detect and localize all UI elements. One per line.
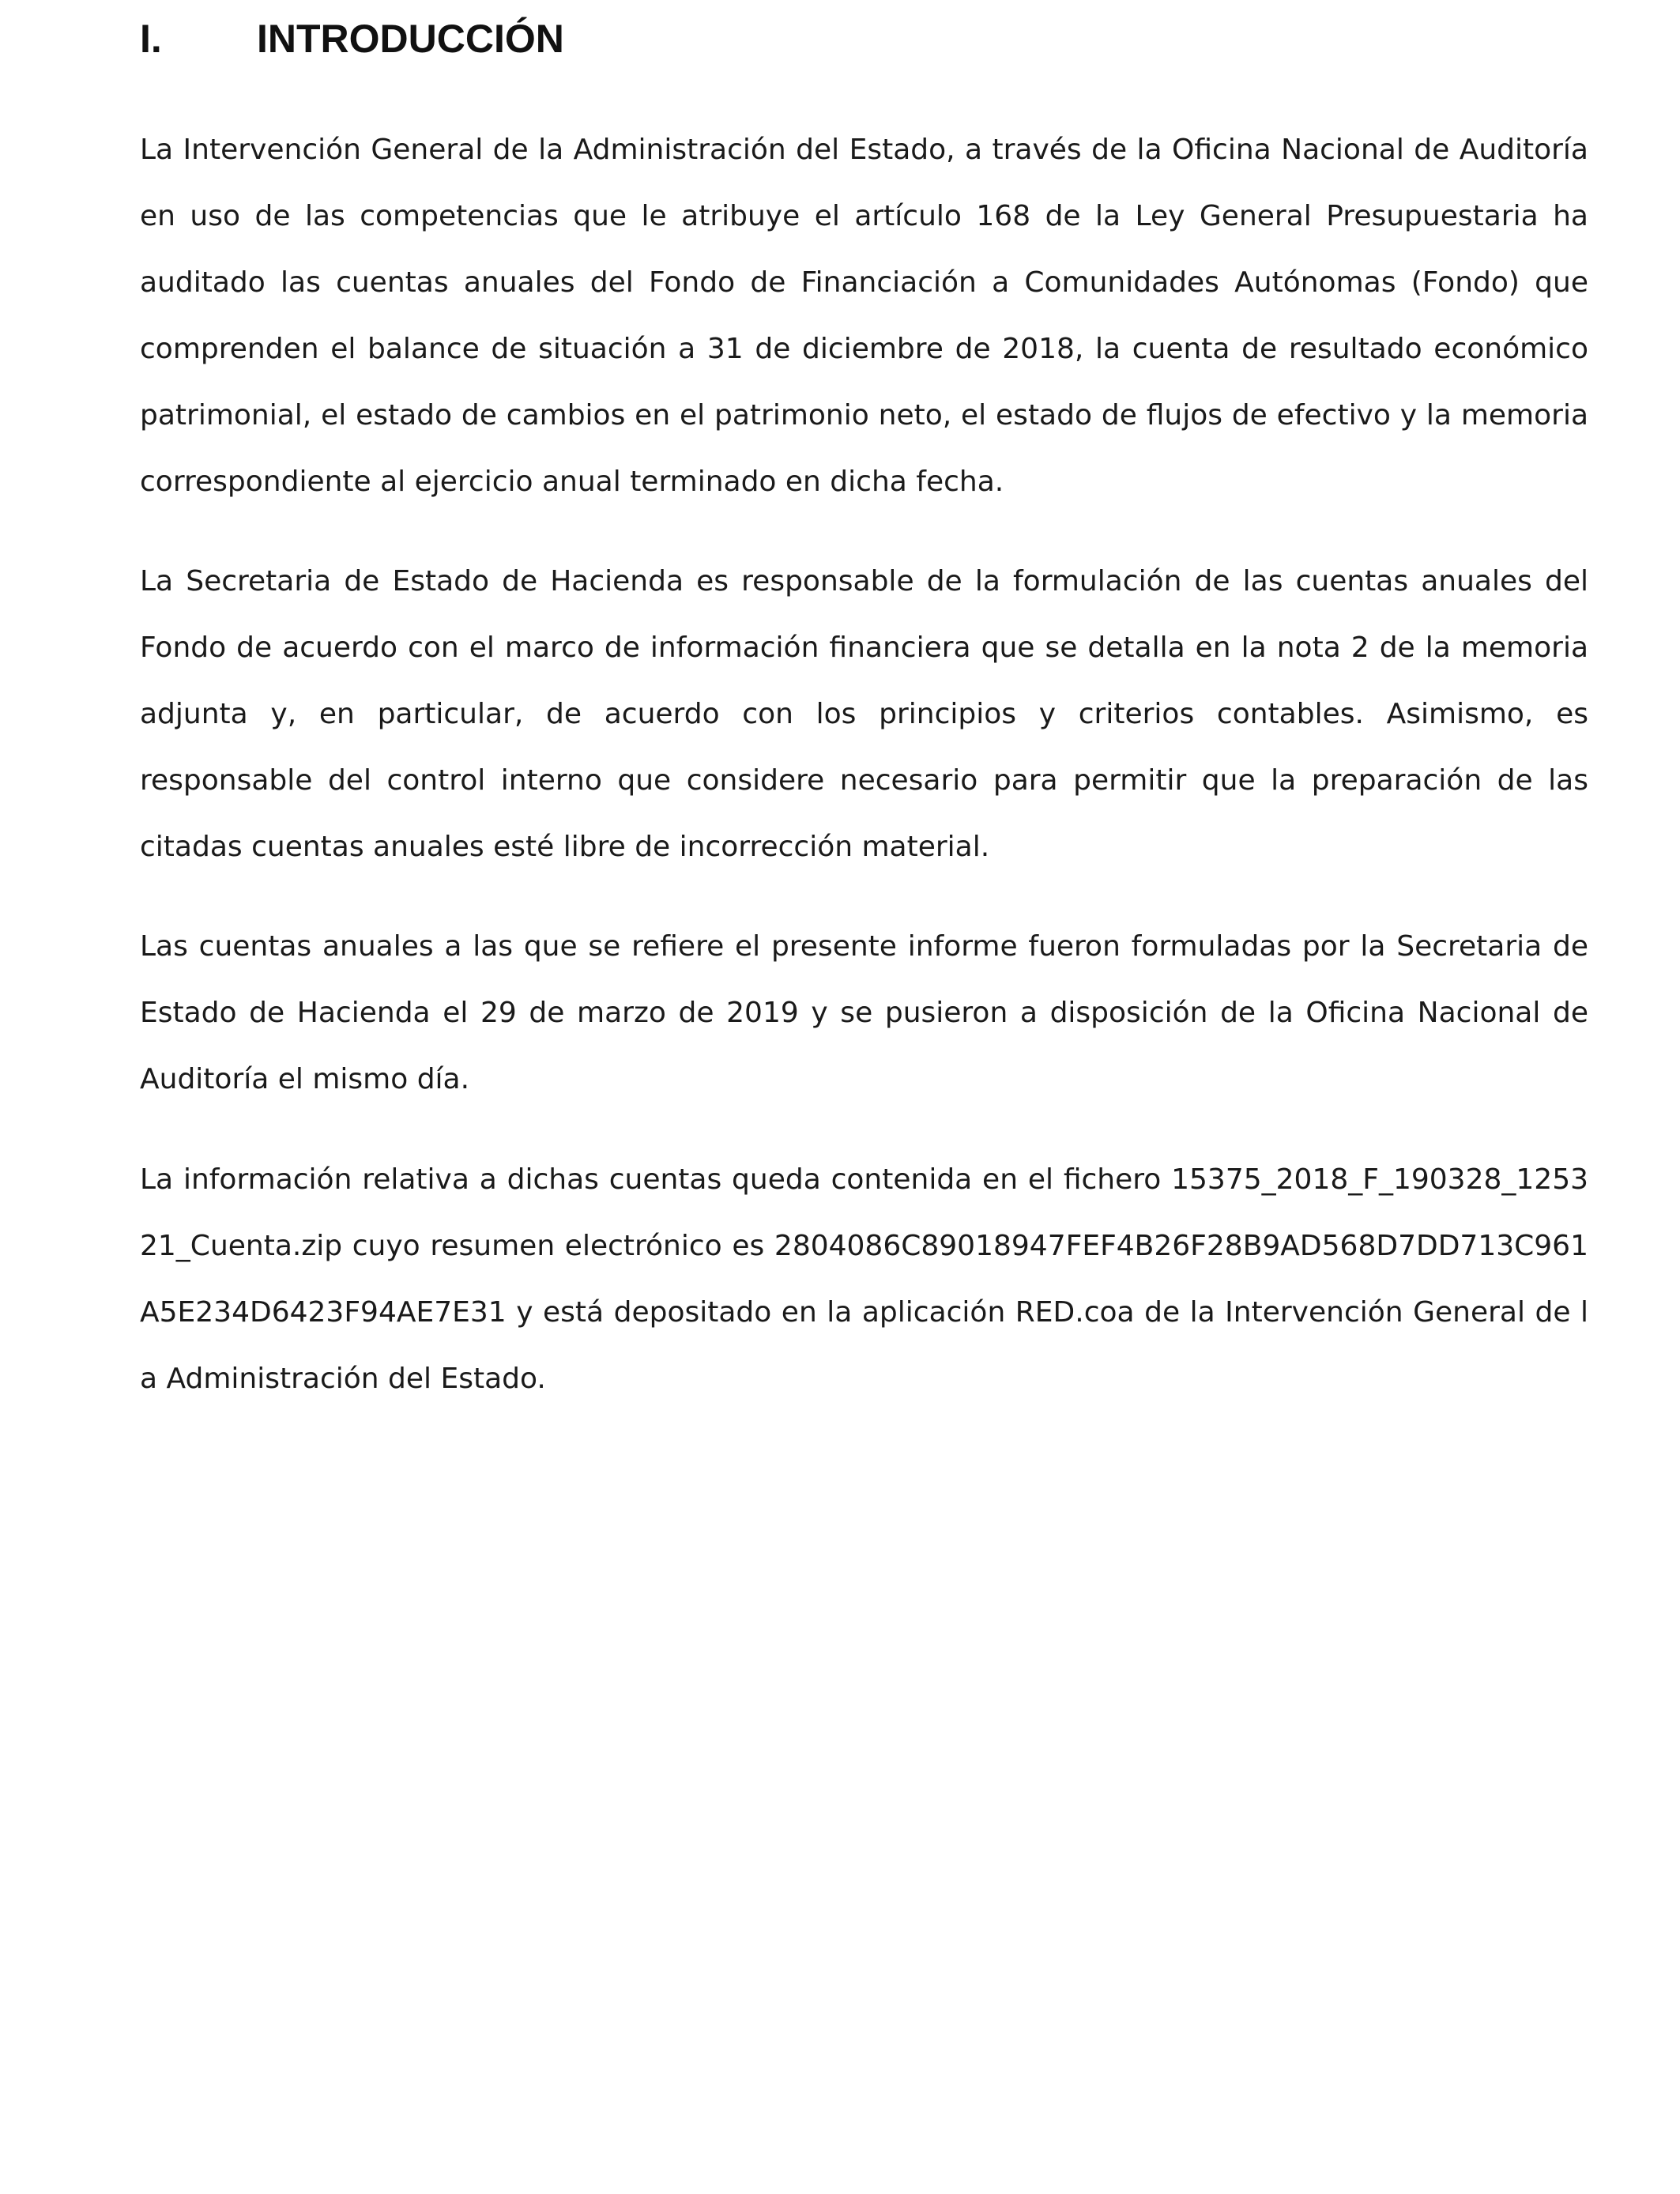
paragraph-responsibility: La Secretaria de Estado de Hacienda es responsable de la formulación de las cuentas anuales del Fondo de acuerdo con el marco de información financiera que se detalla en la nota 2 de la memoria adjunta y, en particular, de acuerdo con los principios y criterios contables. Asimismo, es responsable del control interno que considere necesario para permitir que la preparación de las citadas cuentas anuales esté libre de incorrección material. — [140, 565, 1588, 863]
section-number: I. — [140, 17, 162, 61]
paragraph-formulation-date: Las cuentas anuales a las que se refiere el presente informe fueron formuladas por la Secretaria de Estado de Hacienda el 29 de marzo de 2019 y se pusieron a disposición de la Oficina Nacional de Auditoría el mismo día. — [140, 930, 1588, 1095]
section-title: INTRODUCCIÓN — [257, 17, 564, 61]
paragraph-file-information: La información relativa a dichas cuentas queda contenida en el fichero 15375_2018_F_190328_125321_Cuenta.zip cuyo resumen electrónico es 2804086C89018947FEF4B26F28B9AD568D7DD713C961A5E234D6423F94AE7E31 y está depositado en la aplicación RED.coa de la Intervención General de la Administración del Estado. — [140, 1163, 1588, 1395]
section-heading — [140, 11, 564, 66]
paragraph-introduction: La Intervención General de la Administración del Estado, a través de la Oficina Nacional de Auditoría en uso de las competencias que le atribuye el artículo 168 de la Ley General Presupuestaria ha auditado las cuentas anuales del Fondo de Financiación a Comunidades Autónomas (Fondo) que comprenden el balance de situación a 31 de diciembre de 2018, la cuenta de resultado económico patrimonial, el estado de cambios en el patrimonio neto, el estado de flujos de efectivo y la memoria correspondiente al ejercicio anual terminado en dicha fecha. — [140, 134, 1588, 498]
